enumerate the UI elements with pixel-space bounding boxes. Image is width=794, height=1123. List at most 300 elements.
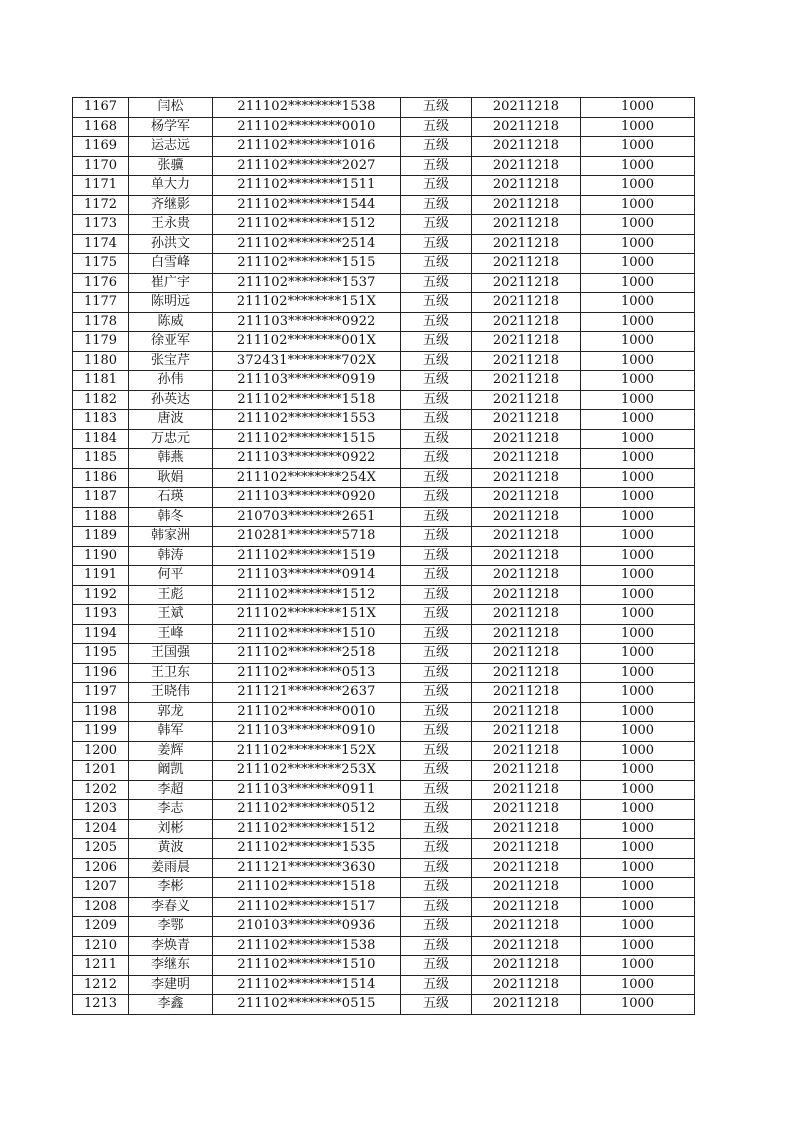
row-number-cell: 1175 <box>73 254 129 274</box>
name-cell: 白雪峰 <box>129 254 213 274</box>
table-row <box>73 819 695 839</box>
name-cell: 王国强 <box>129 644 213 664</box>
table-row <box>73 195 695 215</box>
name-cell: 黄波 <box>129 839 213 859</box>
amount-cell: 1000 <box>581 176 695 196</box>
table-body <box>73 98 695 1015</box>
row-number-cell: 1182 <box>73 390 129 410</box>
amount-cell: 1000 <box>581 468 695 488</box>
amount-cell: 1000 <box>581 722 695 742</box>
date-cell: 20211218 <box>472 488 581 508</box>
level-cell: 五级 <box>401 897 472 917</box>
row-number-cell: 1174 <box>73 234 129 254</box>
level-cell: 五级 <box>401 878 472 898</box>
table-row <box>73 312 695 332</box>
row-number-cell: 1202 <box>73 780 129 800</box>
table-row <box>73 975 695 995</box>
table-row <box>73 566 695 586</box>
amount-cell: 1000 <box>581 975 695 995</box>
name-cell: 王斌 <box>129 605 213 625</box>
row-number-cell: 1173 <box>73 215 129 235</box>
row-number-cell: 1178 <box>73 312 129 332</box>
level-cell: 五级 <box>401 215 472 235</box>
id-card-cell: 211102********151X <box>213 605 401 625</box>
date-cell: 20211218 <box>472 429 581 449</box>
date-cell: 20211218 <box>472 254 581 274</box>
date-cell: 20211218 <box>472 410 581 430</box>
id-card-cell: 210281********5718 <box>213 527 401 547</box>
name-cell: 耿娟 <box>129 468 213 488</box>
date-cell: 20211218 <box>472 761 581 781</box>
id-card-cell: 211103********0922 <box>213 312 401 332</box>
date-cell: 20211218 <box>472 449 581 469</box>
id-card-cell: 211102********254X <box>213 468 401 488</box>
id-card-cell: 211102********1515 <box>213 429 401 449</box>
level-cell: 五级 <box>401 332 472 352</box>
level-cell: 五级 <box>401 312 472 332</box>
level-cell: 五级 <box>401 371 472 391</box>
row-number-cell: 1170 <box>73 156 129 176</box>
name-cell: 陈威 <box>129 312 213 332</box>
amount-cell: 1000 <box>581 117 695 137</box>
amount-cell: 1000 <box>581 936 695 956</box>
id-card-cell: 211102********1544 <box>213 195 401 215</box>
name-cell: 李鄂 <box>129 917 213 937</box>
id-card-cell: 211102********1512 <box>213 819 401 839</box>
date-cell: 20211218 <box>472 722 581 742</box>
level-cell: 五级 <box>401 722 472 742</box>
table-row <box>73 722 695 742</box>
id-card-cell: 211102********0010 <box>213 702 401 722</box>
level-cell: 五级 <box>401 683 472 703</box>
date-cell: 20211218 <box>472 137 581 157</box>
name-cell: 韩军 <box>129 722 213 742</box>
row-number-cell: 1193 <box>73 605 129 625</box>
name-cell: 韩燕 <box>129 449 213 469</box>
amount-cell: 1000 <box>581 839 695 859</box>
level-cell: 五级 <box>401 605 472 625</box>
row-number-cell: 1167 <box>73 98 129 118</box>
name-cell: 韩涛 <box>129 546 213 566</box>
amount-cell: 1000 <box>581 644 695 664</box>
date-cell: 20211218 <box>472 917 581 937</box>
name-cell: 王卫东 <box>129 663 213 683</box>
name-cell: 唐波 <box>129 410 213 430</box>
level-cell: 五级 <box>401 975 472 995</box>
date-cell: 20211218 <box>472 273 581 293</box>
table-row <box>73 741 695 761</box>
date-cell: 20211218 <box>472 332 581 352</box>
date-cell: 20211218 <box>472 312 581 332</box>
level-cell: 五级 <box>401 819 472 839</box>
name-cell: 李超 <box>129 780 213 800</box>
date-cell: 20211218 <box>472 741 581 761</box>
name-cell: 姜辉 <box>129 741 213 761</box>
amount-cell: 1000 <box>581 546 695 566</box>
id-card-cell: 211102********2514 <box>213 234 401 254</box>
table-row <box>73 273 695 293</box>
name-cell: 运志远 <box>129 137 213 157</box>
table-row <box>73 605 695 625</box>
row-number-cell: 1186 <box>73 468 129 488</box>
date-cell: 20211218 <box>472 839 581 859</box>
date-cell: 20211218 <box>472 468 581 488</box>
date-cell: 20211218 <box>472 507 581 527</box>
amount-cell: 1000 <box>581 410 695 430</box>
level-cell: 五级 <box>401 98 472 118</box>
row-number-cell: 1199 <box>73 722 129 742</box>
id-card-cell: 210703********2651 <box>213 507 401 527</box>
name-cell: 齐继影 <box>129 195 213 215</box>
date-cell: 20211218 <box>472 234 581 254</box>
amount-cell: 1000 <box>581 449 695 469</box>
id-card-cell: 211102********1538 <box>213 98 401 118</box>
level-cell: 五级 <box>401 566 472 586</box>
level-cell: 五级 <box>401 117 472 137</box>
amount-cell: 1000 <box>581 429 695 449</box>
level-cell: 五级 <box>401 273 472 293</box>
id-card-cell: 211102********1510 <box>213 956 401 976</box>
id-card-cell: 211102********1512 <box>213 585 401 605</box>
date-cell: 20211218 <box>472 956 581 976</box>
table-row <box>73 390 695 410</box>
amount-cell: 1000 <box>581 683 695 703</box>
level-cell: 五级 <box>401 351 472 371</box>
row-number-cell: 1190 <box>73 546 129 566</box>
date-cell: 20211218 <box>472 215 581 235</box>
row-number-cell: 1205 <box>73 839 129 859</box>
date-cell: 20211218 <box>472 800 581 820</box>
amount-cell: 1000 <box>581 488 695 508</box>
level-cell: 五级 <box>401 702 472 722</box>
table-row <box>73 858 695 878</box>
id-card-cell: 211103********0920 <box>213 488 401 508</box>
amount-cell: 1000 <box>581 995 695 1015</box>
row-number-cell: 1198 <box>73 702 129 722</box>
id-card-cell: 211103********0919 <box>213 371 401 391</box>
table-row <box>73 449 695 469</box>
table-row <box>73 410 695 430</box>
id-card-cell: 211102********1515 <box>213 254 401 274</box>
date-cell: 20211218 <box>472 585 581 605</box>
row-number-cell: 1197 <box>73 683 129 703</box>
name-cell: 韩冬 <box>129 507 213 527</box>
id-card-cell: 211103********0911 <box>213 780 401 800</box>
date-cell: 20211218 <box>472 371 581 391</box>
amount-cell: 1000 <box>581 254 695 274</box>
name-cell: 郭龙 <box>129 702 213 722</box>
date-cell: 20211218 <box>472 390 581 410</box>
row-number-cell: 1179 <box>73 332 129 352</box>
table-row <box>73 332 695 352</box>
id-card-cell: 211102********1518 <box>213 878 401 898</box>
level-cell: 五级 <box>401 176 472 196</box>
level-cell: 五级 <box>401 507 472 527</box>
level-cell: 五级 <box>401 761 472 781</box>
name-cell: 李彬 <box>129 878 213 898</box>
id-card-cell: 211102********1538 <box>213 936 401 956</box>
id-card-cell: 211102********1512 <box>213 215 401 235</box>
amount-cell: 1000 <box>581 98 695 118</box>
amount-cell: 1000 <box>581 956 695 976</box>
row-number-cell: 1194 <box>73 624 129 644</box>
table-row <box>73 234 695 254</box>
row-number-cell: 1171 <box>73 176 129 196</box>
name-cell: 孙伟 <box>129 371 213 391</box>
id-card-cell: 211102********253X <box>213 761 401 781</box>
amount-cell: 1000 <box>581 215 695 235</box>
level-cell: 五级 <box>401 917 472 937</box>
table-row <box>73 780 695 800</box>
name-cell: 李春义 <box>129 897 213 917</box>
id-card-cell: 211102********0513 <box>213 663 401 683</box>
id-card-cell: 211102********1511 <box>213 176 401 196</box>
amount-cell: 1000 <box>581 819 695 839</box>
table-row <box>73 137 695 157</box>
name-cell: 王晓伟 <box>129 683 213 703</box>
date-cell: 20211218 <box>472 683 581 703</box>
name-cell: 石瑛 <box>129 488 213 508</box>
id-card-cell: 211121********3630 <box>213 858 401 878</box>
name-cell: 单大力 <box>129 176 213 196</box>
level-cell: 五级 <box>401 390 472 410</box>
date-cell: 20211218 <box>472 546 581 566</box>
date-cell: 20211218 <box>472 195 581 215</box>
name-cell: 王永贵 <box>129 215 213 235</box>
row-number-cell: 1209 <box>73 917 129 937</box>
table-row <box>73 995 695 1015</box>
amount-cell: 1000 <box>581 741 695 761</box>
name-cell: 陈明远 <box>129 293 213 313</box>
date-cell: 20211218 <box>472 624 581 644</box>
name-cell: 李焕青 <box>129 936 213 956</box>
level-cell: 五级 <box>401 293 472 313</box>
table-row <box>73 429 695 449</box>
name-cell: 何平 <box>129 566 213 586</box>
id-card-cell: 211102********0010 <box>213 117 401 137</box>
name-cell: 刘彬 <box>129 819 213 839</box>
row-number-cell: 1177 <box>73 293 129 313</box>
table-row <box>73 683 695 703</box>
level-cell: 五级 <box>401 936 472 956</box>
level-cell: 五级 <box>401 956 472 976</box>
level-cell: 五级 <box>401 156 472 176</box>
amount-cell: 1000 <box>581 663 695 683</box>
table-row <box>73 546 695 566</box>
amount-cell: 1000 <box>581 566 695 586</box>
level-cell: 五级 <box>401 410 472 430</box>
id-card-cell: 211102********1016 <box>213 137 401 157</box>
name-cell: 徐亚军 <box>129 332 213 352</box>
date-cell: 20211218 <box>472 995 581 1015</box>
date-cell: 20211218 <box>472 936 581 956</box>
id-card-cell: 211102********1535 <box>213 839 401 859</box>
table-row <box>73 897 695 917</box>
date-cell: 20211218 <box>472 975 581 995</box>
table-row <box>73 585 695 605</box>
row-number-cell: 1212 <box>73 975 129 995</box>
id-card-cell: 211102********1518 <box>213 390 401 410</box>
amount-cell: 1000 <box>581 234 695 254</box>
name-cell: 姜雨晨 <box>129 858 213 878</box>
table-row <box>73 254 695 274</box>
row-number-cell: 1176 <box>73 273 129 293</box>
row-number-cell: 1184 <box>73 429 129 449</box>
table-row <box>73 644 695 664</box>
id-card-cell: 211102********2027 <box>213 156 401 176</box>
row-number-cell: 1206 <box>73 858 129 878</box>
amount-cell: 1000 <box>581 702 695 722</box>
id-card-cell: 211102********2518 <box>213 644 401 664</box>
date-cell: 20211218 <box>472 605 581 625</box>
row-number-cell: 1192 <box>73 585 129 605</box>
date-cell: 20211218 <box>472 878 581 898</box>
id-card-cell: 211102********1510 <box>213 624 401 644</box>
row-number-cell: 1172 <box>73 195 129 215</box>
table-row <box>73 351 695 371</box>
amount-cell: 1000 <box>581 273 695 293</box>
table-row <box>73 624 695 644</box>
table-row <box>73 839 695 859</box>
level-cell: 五级 <box>401 546 472 566</box>
id-card-cell: 211102********1537 <box>213 273 401 293</box>
name-cell: 孙英达 <box>129 390 213 410</box>
name-cell: 孙洪文 <box>129 234 213 254</box>
id-card-cell: 211102********1519 <box>213 546 401 566</box>
date-cell: 20211218 <box>472 858 581 878</box>
row-number-cell: 1191 <box>73 566 129 586</box>
amount-cell: 1000 <box>581 390 695 410</box>
id-card-cell: 211102********0512 <box>213 800 401 820</box>
row-number-cell: 1200 <box>73 741 129 761</box>
row-number-cell: 1196 <box>73 663 129 683</box>
amount-cell: 1000 <box>581 156 695 176</box>
amount-cell: 1000 <box>581 137 695 157</box>
amount-cell: 1000 <box>581 293 695 313</box>
subsidy-list-table <box>72 97 695 1015</box>
table-row <box>73 800 695 820</box>
level-cell: 五级 <box>401 449 472 469</box>
row-number-cell: 1203 <box>73 800 129 820</box>
table-row <box>73 663 695 683</box>
name-cell: 崔广宇 <box>129 273 213 293</box>
table-row <box>73 215 695 235</box>
name-cell: 张宝芹 <box>129 351 213 371</box>
amount-cell: 1000 <box>581 585 695 605</box>
table-row <box>73 488 695 508</box>
row-number-cell: 1208 <box>73 897 129 917</box>
id-card-cell: 210103********0936 <box>213 917 401 937</box>
id-card-cell: 211102********0515 <box>213 995 401 1015</box>
row-number-cell: 1169 <box>73 137 129 157</box>
amount-cell: 1000 <box>581 312 695 332</box>
id-card-cell: 211102********1517 <box>213 897 401 917</box>
level-cell: 五级 <box>401 527 472 547</box>
amount-cell: 1000 <box>581 371 695 391</box>
name-cell: 阚凯 <box>129 761 213 781</box>
amount-cell: 1000 <box>581 897 695 917</box>
id-card-cell: 211102********1553 <box>213 410 401 430</box>
level-cell: 五级 <box>401 663 472 683</box>
table-row <box>73 117 695 137</box>
table-row <box>73 702 695 722</box>
amount-cell: 1000 <box>581 878 695 898</box>
amount-cell: 1000 <box>581 527 695 547</box>
row-number-cell: 1180 <box>73 351 129 371</box>
amount-cell: 1000 <box>581 761 695 781</box>
id-card-cell: 211103********0922 <box>213 449 401 469</box>
level-cell: 五级 <box>401 137 472 157</box>
date-cell: 20211218 <box>472 780 581 800</box>
date-cell: 20211218 <box>472 644 581 664</box>
row-number-cell: 1204 <box>73 819 129 839</box>
level-cell: 五级 <box>401 995 472 1015</box>
id-card-cell: 211103********0914 <box>213 566 401 586</box>
level-cell: 五级 <box>401 195 472 215</box>
level-cell: 五级 <box>401 741 472 761</box>
row-number-cell: 1185 <box>73 449 129 469</box>
table-row <box>73 371 695 391</box>
amount-cell: 1000 <box>581 858 695 878</box>
date-cell: 20211218 <box>472 527 581 547</box>
table-row <box>73 156 695 176</box>
level-cell: 五级 <box>401 780 472 800</box>
row-number-cell: 1183 <box>73 410 129 430</box>
row-number-cell: 1207 <box>73 878 129 898</box>
date-cell: 20211218 <box>472 566 581 586</box>
row-number-cell: 1213 <box>73 995 129 1015</box>
name-cell: 张骥 <box>129 156 213 176</box>
id-card-cell: 211103********0910 <box>213 722 401 742</box>
name-cell: 李建明 <box>129 975 213 995</box>
row-number-cell: 1181 <box>73 371 129 391</box>
date-cell: 20211218 <box>472 702 581 722</box>
date-cell: 20211218 <box>472 176 581 196</box>
amount-cell: 1000 <box>581 624 695 644</box>
table-row <box>73 917 695 937</box>
table-row <box>73 956 695 976</box>
table-row <box>73 761 695 781</box>
row-number-cell: 1195 <box>73 644 129 664</box>
amount-cell: 1000 <box>581 351 695 371</box>
row-number-cell: 1189 <box>73 527 129 547</box>
name-cell: 闫松 <box>129 98 213 118</box>
row-number-cell: 1187 <box>73 488 129 508</box>
amount-cell: 1000 <box>581 800 695 820</box>
amount-cell: 1000 <box>581 332 695 352</box>
level-cell: 五级 <box>401 839 472 859</box>
name-cell: 万忠元 <box>129 429 213 449</box>
date-cell: 20211218 <box>472 293 581 313</box>
level-cell: 五级 <box>401 468 472 488</box>
level-cell: 五级 <box>401 624 472 644</box>
table-row <box>73 468 695 488</box>
name-cell: 杨学军 <box>129 117 213 137</box>
date-cell: 20211218 <box>472 98 581 118</box>
level-cell: 五级 <box>401 585 472 605</box>
level-cell: 五级 <box>401 644 472 664</box>
level-cell: 五级 <box>401 429 472 449</box>
amount-cell: 1000 <box>581 507 695 527</box>
id-card-cell: 211121********2637 <box>213 683 401 703</box>
id-card-cell: 372431********702X <box>213 351 401 371</box>
level-cell: 五级 <box>401 254 472 274</box>
name-cell: 李继东 <box>129 956 213 976</box>
name-cell: 王彪 <box>129 585 213 605</box>
name-cell: 李鑫 <box>129 995 213 1015</box>
amount-cell: 1000 <box>581 195 695 215</box>
name-cell: 王峰 <box>129 624 213 644</box>
